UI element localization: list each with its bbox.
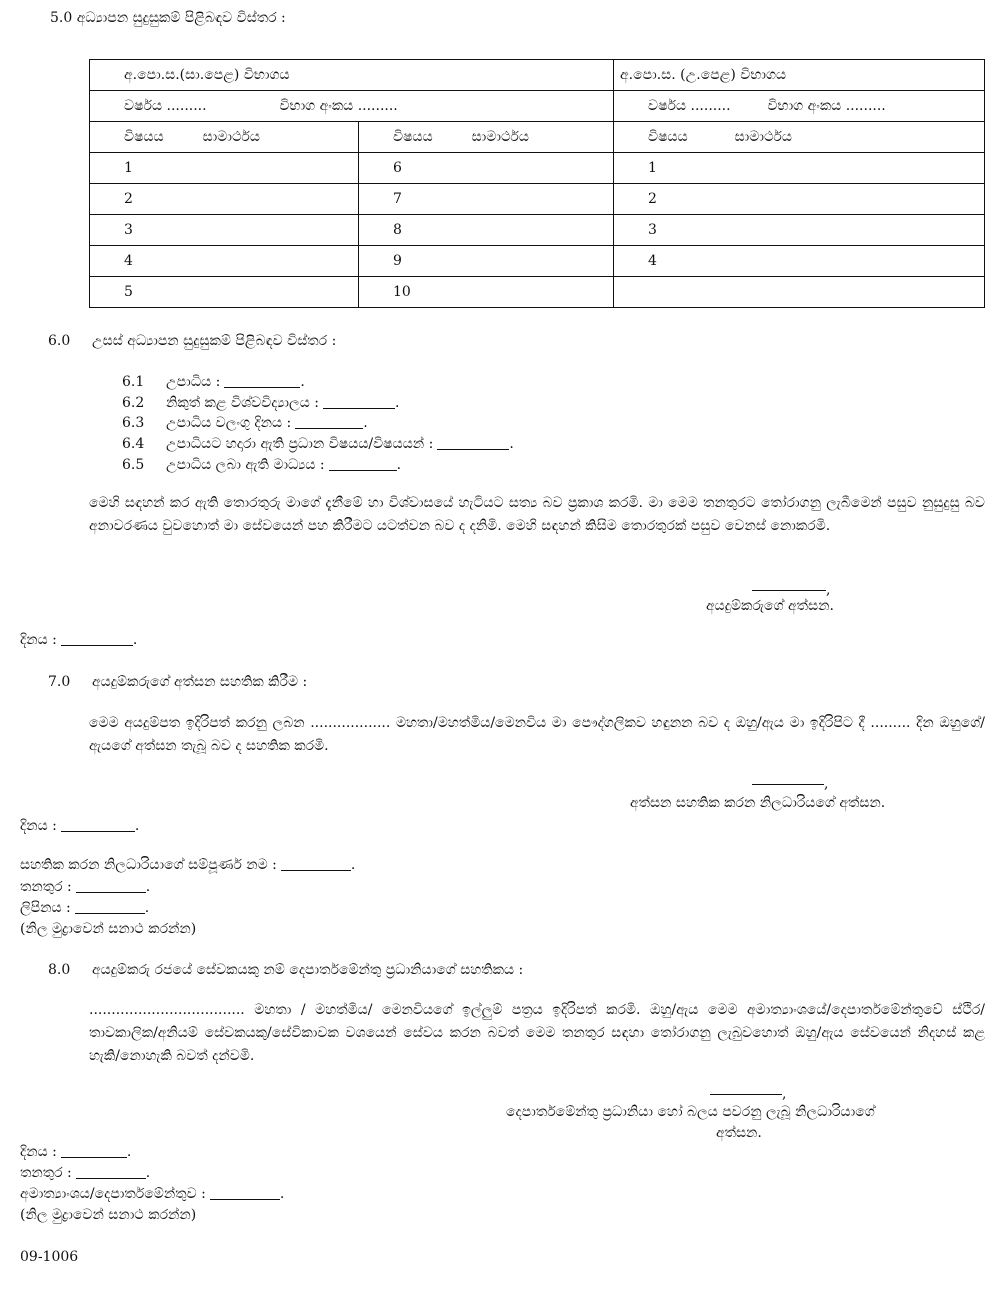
ol-row-num: 10 (359, 277, 614, 308)
ol-year-index-row (90, 91, 614, 122)
item-number: 6.1 (122, 374, 145, 390)
table-row (90, 246, 985, 277)
ol-row-num: 8 (359, 215, 614, 246)
table-row (90, 153, 985, 184)
date-blank (61, 635, 133, 646)
officer-name-row: සහතික කරන නිලධාරියාගේ සම්පූර්ණ නම : . (20, 857, 356, 873)
valid-date-blank (295, 418, 363, 429)
university-row: 6.2 නිකුත් කළ විශ්වවිද්‍යාලය : . (122, 395, 400, 411)
certification-paragraph: මෙම අයදුම්පත ඉදිරිපත් කරනු ලබන .................. මහතා/මහත්මිය/මෙනවිය මා පෞද්ගලිකව හඳුනන බව ද ඔහු/ඇය මා ඉදිරිපිට දී ......... දින ඔහුගේ/ ඇයගේ අත්සන තැබූ බව ද සහතික කරමි. (89, 715, 985, 754)
al-subject-grade-header (614, 122, 985, 153)
officer-signature-caption: අත්සන සහතික කරන නිලධාරියගේ අත්සන. (630, 795, 886, 811)
department-head-paragraph: ................................... මහතා / මහත්මිය/ මෙනවියගේ ඉල්ලුම් පත්‍රය ඉදිරිපත් කරමි. ඔහු/ඇය මෙම අමාත්‍යාංශයේ/දෙපාර්තමේන්තුවේ ස්ථිර/තාවකාලික/අනියම් සේවකයකු/සේවිකාවක වශයෙන් සේවය කරන බවත් මෙම තනතුර සඳහා තෝරාගනු ලැබුවහොත් ඔහු/ඇය සේවයෙන් නිදහස් කළ හැකි/නොහැකි බවත් දන්වමි. (89, 1002, 985, 1064)
head-signature-line (710, 1094, 782, 1095)
section-5-heading: 5.0 අධ්‍යාපන සුදුසුකම් පිළිබඳව විස්තර : (50, 10, 286, 26)
head-date-row: දිනය : . (20, 1144, 132, 1160)
ol-row-num: 1 (90, 153, 359, 184)
applicant-date-row: දිනය : . (20, 632, 138, 648)
date-blank (61, 1147, 127, 1158)
applicant-signature-caption: අයදුම්කරුගේ අත්සන. (706, 598, 834, 614)
item-number: 6.2 (122, 395, 145, 411)
officer-name-label: සහතික කරන නිලධාරියාගේ සම්පූර්ණ නම : (20, 857, 277, 873)
section-7-number: 7.0 (48, 674, 71, 690)
al-year-index-row (614, 91, 985, 122)
grade-label: සාමාර්ථය (471, 129, 529, 145)
degree-row: 6.1 උපාධිය : . (122, 374, 305, 390)
post-blank (76, 882, 146, 893)
ministry-row: අමාත්‍යාංශය/දෙපාර්තමේන්තුව : . (20, 1186, 285, 1202)
ol-subject-grade-header-1 (90, 122, 359, 153)
al-row-num: 1 (614, 153, 985, 184)
item-number: 6.3 (122, 415, 145, 431)
ol-row-num: 9 (359, 246, 614, 277)
item-label: උපාධියට හදාරා ඇති ප්‍රධාන විෂයය/විෂයයන් : (166, 436, 434, 452)
head-signature-caption-2: අත්සන. (716, 1125, 762, 1141)
al-index-label: විභාග අංකය ......... (767, 98, 886, 114)
date-blank (61, 821, 135, 832)
item-label: නිකුත් කළ විශ්වවිද්‍යාලය : (166, 395, 319, 411)
valid-date-row: 6.3 උපාධිය වලංගු දිනය : . (122, 415, 368, 431)
section-6-number: 6.0 (48, 333, 71, 349)
stamp-note: (නිල මුද්‍රාවෙන් සනාථ කරන්න) (20, 921, 197, 937)
head-post-row: තනතුර : . (20, 1165, 151, 1181)
al-row-num: 3 (614, 215, 985, 246)
ol-exam-header: අ.පො.ස.(සා.පෙළ) විභාගය (90, 60, 614, 91)
ol-row-num: 3 (90, 215, 359, 246)
ol-row-num: 5 (90, 277, 359, 308)
ol-row-num: 6 (359, 153, 614, 184)
date-label: දිනය : (20, 1144, 57, 1160)
table-row (90, 184, 985, 215)
ol-year-label: වර්ෂය ......... (124, 98, 207, 114)
item-label: උපාධිය වලංගු දිනය : (166, 415, 292, 431)
subject-label: විෂයය (393, 129, 433, 145)
address-blank (75, 903, 145, 914)
table-row (90, 215, 985, 246)
section-8-heading: අයදුම්කරු රජයේ සේවකයකු නම් දෙපාර්තමේන්තු ප්‍රධානියාගේ සහතිකය : (92, 962, 524, 978)
officer-post-row: තනතුර : . (20, 879, 151, 895)
section-6-heading: උසස් අධ්‍යාපන සුදුසුකම් පිළිබඳව විස්තර : (92, 333, 337, 349)
post-label: තනතුර : (20, 1165, 72, 1181)
section-8-number: 8.0 (48, 962, 71, 978)
al-year-label: වර්ෂය ......... (648, 98, 731, 114)
stamp-note: (නිල මුද්‍රාවෙන් සනාථ කරන්න) (20, 1207, 197, 1223)
officer-date-row: දිනය : . (20, 818, 140, 834)
section-7-heading: අයදුම්කරුගේ අත්සන සහතික කිරීම : (92, 674, 308, 690)
university-blank (323, 398, 395, 409)
item-label: උපාධිය ලබා ඇති මාධ්‍යය : (166, 457, 325, 473)
medium-row: 6.5 උපාධිය ලබා ඇති මාධ්‍යය : . (122, 457, 402, 473)
al-row-num: 2 (614, 184, 985, 215)
al-row-num (614, 277, 985, 308)
signature-comma: , (782, 1086, 787, 1102)
table-row (90, 277, 985, 308)
item-label: උපාධිය : (166, 374, 221, 390)
signature-comma: , (824, 776, 829, 792)
officer-address-row: ලිපිනය : . (20, 900, 150, 916)
grade-label: සාමාර්ථය (734, 129, 792, 145)
date-label: දිනය : (20, 818, 57, 834)
ol-row-num: 2 (90, 184, 359, 215)
item-number: 6.4 (122, 436, 145, 452)
officer-name-blank (281, 860, 351, 871)
address-label: ලිපිනය : (20, 900, 71, 916)
ministry-label: අමාත්‍යාංශය/දෙපාර්තමේන්තුව : (20, 1186, 206, 1202)
signature-comma: , (826, 582, 831, 598)
degree-blank (224, 377, 300, 388)
ministry-blank (210, 1189, 280, 1200)
subject-label: විෂයය (648, 129, 688, 145)
ol-row-num: 4 (90, 246, 359, 277)
declaration-paragraph: මෙහි සඳහන් කර ඇති තොරතුරු මාගේ දැනීමේ හා විශ්වාසයේ හැටියට සත්‍ය බව ප්‍රකාශ කරමි. මා මෙම තනතුරට තෝරාගනු ලැබීමෙන් පසුව නුසුදුසු බව අනාවරණය වුවහොත් මා සේවයෙන් පහ කිරීමට යටත්වන බව ද දනිමි. මෙහි සඳහන් කිසිම තොරතුරක් පසුව වෙනස් නොකරමි. (89, 495, 985, 534)
main-subjects-blank (437, 439, 509, 450)
grade-label: සාමාර්ථය (202, 129, 260, 145)
main-subjects-row: 6.4 උපාධියට හදාරා ඇති ප්‍රධාන විෂයය/විෂයයන් : . (122, 436, 514, 452)
ol-index-label: විභාග අංකය ......... (279, 98, 398, 114)
subject-label: විෂයය (124, 129, 164, 145)
exam-results-table (89, 59, 985, 308)
post-label: තනතුර : (20, 879, 72, 895)
applicant-signature-line (752, 590, 826, 591)
medium-blank (329, 460, 397, 471)
item-number: 6.5 (122, 457, 145, 473)
date-label: දිනය : (20, 632, 57, 648)
ol-row-num: 7 (359, 184, 614, 215)
footer-code: 09-1006 (20, 1249, 79, 1265)
post-blank (76, 1168, 146, 1179)
al-row-num: 4 (614, 246, 985, 277)
officer-signature-line (752, 784, 824, 785)
head-signature-caption: දෙපාර්තමේන්තු ප්‍රධානියා හෝ බලය පවරනු ලැබූ නිලධාරියාගේ (506, 1104, 875, 1120)
ol-subject-grade-header-2 (359, 122, 614, 153)
al-exam-header: අ.පො.ස. (උ.පෙළ) විභාගය (614, 60, 985, 91)
